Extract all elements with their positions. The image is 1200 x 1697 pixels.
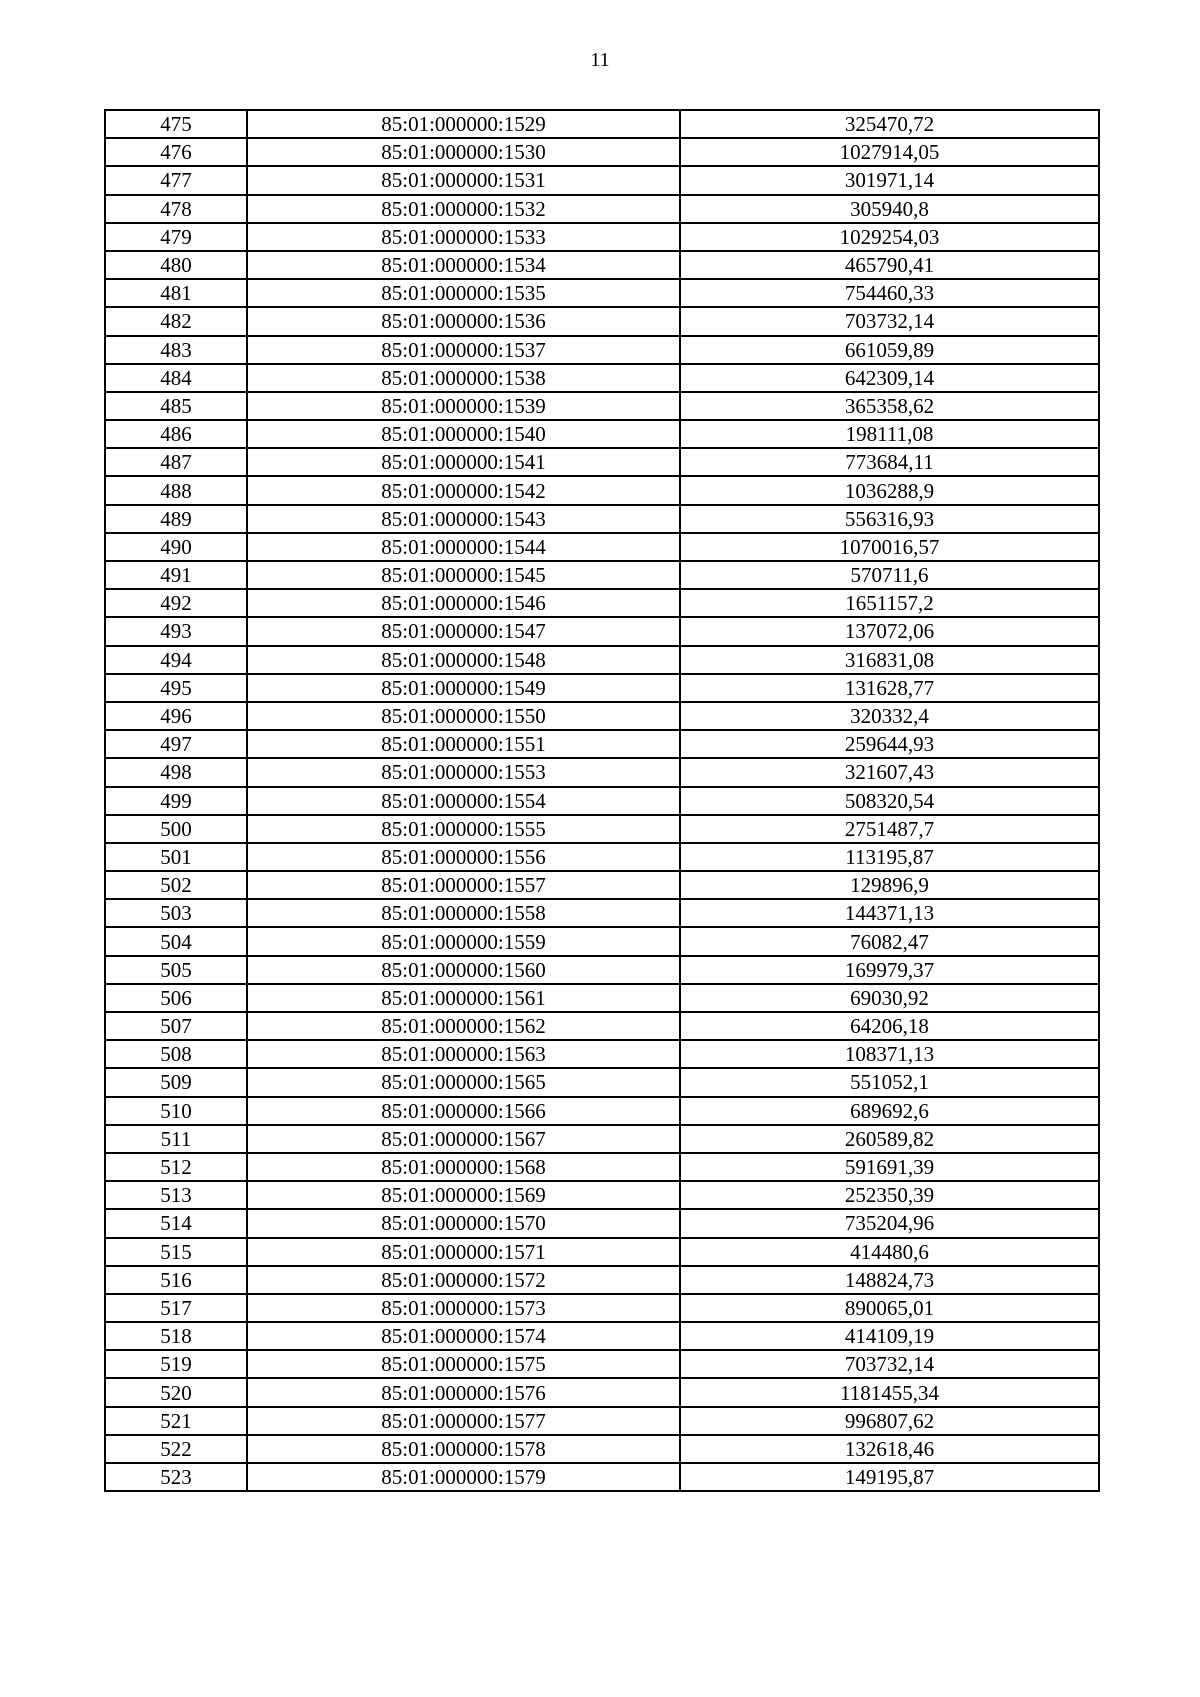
cadastral-number-cell: 85:01:000000:1565: [247, 1068, 680, 1096]
value-cell: 1027914,05: [680, 138, 1099, 166]
table-row: [105, 166, 1099, 194]
table-row: [105, 279, 1099, 307]
value-cell: 305940,8: [680, 195, 1099, 223]
value-cell: 148824,73: [680, 1266, 1099, 1294]
table-row: [105, 364, 1099, 392]
row-number-cell: 513: [105, 1181, 247, 1209]
value-cell: 365358,62: [680, 392, 1099, 420]
value-cell: 149195,87: [680, 1463, 1099, 1491]
value-cell: 642309,14: [680, 364, 1099, 392]
value-cell: 996807,62: [680, 1407, 1099, 1435]
value-cell: 735204,96: [680, 1209, 1099, 1237]
table-row: [105, 420, 1099, 448]
value-cell: 508320,54: [680, 787, 1099, 815]
value-cell: 131628,77: [680, 674, 1099, 702]
row-number-cell: 480: [105, 251, 247, 279]
value-cell: 1070016,57: [680, 533, 1099, 561]
row-number-cell: 498: [105, 758, 247, 786]
row-number-cell: 497: [105, 730, 247, 758]
table-row: [105, 1097, 1099, 1125]
cadastral-number-cell: 85:01:000000:1579: [247, 1463, 680, 1491]
value-cell: 465790,41: [680, 251, 1099, 279]
row-number-cell: 493: [105, 617, 247, 645]
value-cell: 198111,08: [680, 420, 1099, 448]
cadastral-number-cell: 85:01:000000:1537: [247, 336, 680, 364]
table-row: [105, 392, 1099, 420]
table-row: [105, 758, 1099, 786]
cadastral-number-cell: 85:01:000000:1571: [247, 1238, 680, 1266]
table-row: [105, 336, 1099, 364]
row-number-cell: 484: [105, 364, 247, 392]
cadastral-value-table: [104, 109, 1100, 1492]
cadastral-number-cell: 85:01:000000:1558: [247, 899, 680, 927]
cadastral-number-cell: 85:01:000000:1559: [247, 927, 680, 955]
table-row: [105, 533, 1099, 561]
cadastral-number-cell: 85:01:000000:1554: [247, 787, 680, 815]
page-number: 11: [590, 49, 610, 71]
table-row: [105, 476, 1099, 504]
value-cell: 129896,9: [680, 871, 1099, 899]
cadastral-number-cell: 85:01:000000:1576: [247, 1378, 680, 1406]
row-number-cell: 515: [105, 1238, 247, 1266]
row-number-cell: 517: [105, 1294, 247, 1322]
cadastral-number-cell: 85:01:000000:1569: [247, 1181, 680, 1209]
cadastral-number-cell: 85:01:000000:1566: [247, 1097, 680, 1125]
row-number-cell: 486: [105, 420, 247, 448]
cadastral-number-cell: 85:01:000000:1568: [247, 1153, 680, 1181]
table-row: [105, 138, 1099, 166]
value-cell: 551052,1: [680, 1068, 1099, 1096]
value-cell: 259644,93: [680, 730, 1099, 758]
value-cell: 108371,13: [680, 1040, 1099, 1068]
value-cell: 689692,6: [680, 1097, 1099, 1125]
value-cell: 703732,14: [680, 1350, 1099, 1378]
cadastral-number-cell: 85:01:000000:1547: [247, 617, 680, 645]
value-cell: 2751487,7: [680, 815, 1099, 843]
cadastral-number-cell: 85:01:000000:1551: [247, 730, 680, 758]
table-row: [105, 787, 1099, 815]
row-number-cell: 518: [105, 1322, 247, 1350]
row-number-cell: 475: [105, 110, 247, 138]
value-cell: 1651157,2: [680, 589, 1099, 617]
row-number-cell: 495: [105, 674, 247, 702]
cadastral-number-cell: 85:01:000000:1548: [247, 646, 680, 674]
value-cell: 556316,93: [680, 505, 1099, 533]
cadastral-number-cell: 85:01:000000:1567: [247, 1125, 680, 1153]
table-row: [105, 195, 1099, 223]
value-cell: 169979,37: [680, 956, 1099, 984]
cadastral-number-cell: 85:01:000000:1541: [247, 448, 680, 476]
value-cell: 64206,18: [680, 1012, 1099, 1040]
row-number-cell: 512: [105, 1153, 247, 1181]
row-number-cell: 511: [105, 1125, 247, 1153]
value-cell: 69030,92: [680, 984, 1099, 1012]
table-row: [105, 871, 1099, 899]
cadastral-number-cell: 85:01:000000:1549: [247, 674, 680, 702]
cadastral-number-cell: 85:01:000000:1578: [247, 1435, 680, 1463]
value-cell: 754460,33: [680, 279, 1099, 307]
table-row: [105, 1350, 1099, 1378]
cadastral-number-cell: 85:01:000000:1532: [247, 195, 680, 223]
row-number-cell: 505: [105, 956, 247, 984]
row-number-cell: 519: [105, 1350, 247, 1378]
table-row: [105, 1322, 1099, 1350]
value-cell: 414480,6: [680, 1238, 1099, 1266]
value-cell: 591691,39: [680, 1153, 1099, 1181]
table-row: [105, 1181, 1099, 1209]
value-cell: 414109,19: [680, 1322, 1099, 1350]
row-number-cell: 504: [105, 927, 247, 955]
row-number-cell: 499: [105, 787, 247, 815]
table-row: [105, 1040, 1099, 1068]
row-number-cell: 523: [105, 1463, 247, 1491]
cadastral-number-cell: 85:01:000000:1545: [247, 561, 680, 589]
cadastral-number-cell: 85:01:000000:1572: [247, 1266, 680, 1294]
row-number-cell: 520: [105, 1378, 247, 1406]
cadastral-number-cell: 85:01:000000:1550: [247, 702, 680, 730]
table-row: [105, 1407, 1099, 1435]
value-cell: 301971,14: [680, 166, 1099, 194]
row-number-cell: 508: [105, 1040, 247, 1068]
row-number-cell: 501: [105, 843, 247, 871]
cadastral-number-cell: 85:01:000000:1561: [247, 984, 680, 1012]
cadastral-number-cell: 85:01:000000:1544: [247, 533, 680, 561]
table-row: [105, 843, 1099, 871]
table-row: [105, 899, 1099, 927]
table-row: [105, 110, 1099, 138]
row-number-cell: 488: [105, 476, 247, 504]
table-row: [105, 1378, 1099, 1406]
cadastral-number-cell: 85:01:000000:1557: [247, 871, 680, 899]
row-number-cell: 482: [105, 307, 247, 335]
value-cell: 703732,14: [680, 307, 1099, 335]
value-cell: 252350,39: [680, 1181, 1099, 1209]
row-number-cell: 496: [105, 702, 247, 730]
row-number-cell: 477: [105, 166, 247, 194]
cadastral-number-cell: 85:01:000000:1540: [247, 420, 680, 448]
value-cell: 1036288,9: [680, 476, 1099, 504]
cadastral-number-cell: 85:01:000000:1555: [247, 815, 680, 843]
value-cell: 1029254,03: [680, 223, 1099, 251]
value-cell: 325470,72: [680, 110, 1099, 138]
row-number-cell: 491: [105, 561, 247, 589]
cadastral-number-cell: 85:01:000000:1538: [247, 364, 680, 392]
cadastral-number-cell: 85:01:000000:1530: [247, 138, 680, 166]
row-number-cell: 479: [105, 223, 247, 251]
row-number-cell: 485: [105, 392, 247, 420]
value-cell: 260589,82: [680, 1125, 1099, 1153]
table-row: [105, 561, 1099, 589]
table-row: [105, 223, 1099, 251]
table-row: [105, 1209, 1099, 1237]
table-row: [105, 1125, 1099, 1153]
row-number-cell: 516: [105, 1266, 247, 1294]
value-cell: 570711,6: [680, 561, 1099, 589]
cadastral-number-cell: 85:01:000000:1563: [247, 1040, 680, 1068]
table-row: [105, 1266, 1099, 1294]
cadastral-number-cell: 85:01:000000:1539: [247, 392, 680, 420]
table-row: [105, 1463, 1099, 1491]
value-cell: 890065,01: [680, 1294, 1099, 1322]
value-cell: 661059,89: [680, 336, 1099, 364]
table-row: [105, 730, 1099, 758]
value-cell: 316831,08: [680, 646, 1099, 674]
row-number-cell: 492: [105, 589, 247, 617]
row-number-cell: 506: [105, 984, 247, 1012]
value-cell: 321607,43: [680, 758, 1099, 786]
cadastral-number-cell: 85:01:000000:1531: [247, 166, 680, 194]
table-row: [105, 1238, 1099, 1266]
table-row: [105, 674, 1099, 702]
cadastral-number-cell: 85:01:000000:1543: [247, 505, 680, 533]
table-row: [105, 984, 1099, 1012]
table-row: [105, 448, 1099, 476]
table-row: [105, 1153, 1099, 1181]
value-cell: 113195,87: [680, 843, 1099, 871]
row-number-cell: 494: [105, 646, 247, 674]
table-row: [105, 1012, 1099, 1040]
cadastral-number-cell: 85:01:000000:1574: [247, 1322, 680, 1350]
cadastral-number-cell: 85:01:000000:1553: [247, 758, 680, 786]
row-number-cell: 490: [105, 533, 247, 561]
row-number-cell: 476: [105, 138, 247, 166]
table-row: [105, 927, 1099, 955]
table-body: [105, 110, 1099, 1491]
cadastral-number-cell: 85:01:000000:1535: [247, 279, 680, 307]
table-row: [105, 251, 1099, 279]
cadastral-number-cell: 85:01:000000:1556: [247, 843, 680, 871]
cadastral-number-cell: 85:01:000000:1546: [247, 589, 680, 617]
row-number-cell: 489: [105, 505, 247, 533]
cadastral-number-cell: 85:01:000000:1577: [247, 1407, 680, 1435]
cadastral-number-cell: 85:01:000000:1533: [247, 223, 680, 251]
row-number-cell: 510: [105, 1097, 247, 1125]
row-number-cell: 522: [105, 1435, 247, 1463]
row-number-cell: 507: [105, 1012, 247, 1040]
row-number-cell: 481: [105, 279, 247, 307]
table-row: [105, 956, 1099, 984]
value-cell: 137072,06: [680, 617, 1099, 645]
row-number-cell: 503: [105, 899, 247, 927]
cadastral-number-cell: 85:01:000000:1573: [247, 1294, 680, 1322]
row-number-cell: 521: [105, 1407, 247, 1435]
table-row: [105, 617, 1099, 645]
row-number-cell: 478: [105, 195, 247, 223]
cadastral-number-cell: 85:01:000000:1560: [247, 956, 680, 984]
value-cell: 773684,11: [680, 448, 1099, 476]
row-number-cell: 500: [105, 815, 247, 843]
cadastral-number-cell: 85:01:000000:1529: [247, 110, 680, 138]
table-row: [105, 1294, 1099, 1322]
table-row: [105, 646, 1099, 674]
table-row: [105, 702, 1099, 730]
row-number-cell: 502: [105, 871, 247, 899]
cadastral-number-cell: 85:01:000000:1575: [247, 1350, 680, 1378]
row-number-cell: 514: [105, 1209, 247, 1237]
value-cell: 320332,4: [680, 702, 1099, 730]
value-cell: 1181455,34: [680, 1378, 1099, 1406]
cadastral-number-cell: 85:01:000000:1542: [247, 476, 680, 504]
cadastral-number-cell: 85:01:000000:1562: [247, 1012, 680, 1040]
table-row: [105, 307, 1099, 335]
cadastral-number-cell: 85:01:000000:1536: [247, 307, 680, 335]
table-row: [105, 1435, 1099, 1463]
row-number-cell: 509: [105, 1068, 247, 1096]
value-cell: 144371,13: [680, 899, 1099, 927]
row-number-cell: 487: [105, 448, 247, 476]
row-number-cell: 483: [105, 336, 247, 364]
table-row: [105, 1068, 1099, 1096]
value-cell: 132618,46: [680, 1435, 1099, 1463]
cadastral-number-cell: 85:01:000000:1570: [247, 1209, 680, 1237]
table-row: [105, 589, 1099, 617]
table-row: [105, 815, 1099, 843]
cadastral-number-cell: 85:01:000000:1534: [247, 251, 680, 279]
value-cell: 76082,47: [680, 927, 1099, 955]
table-row: [105, 505, 1099, 533]
